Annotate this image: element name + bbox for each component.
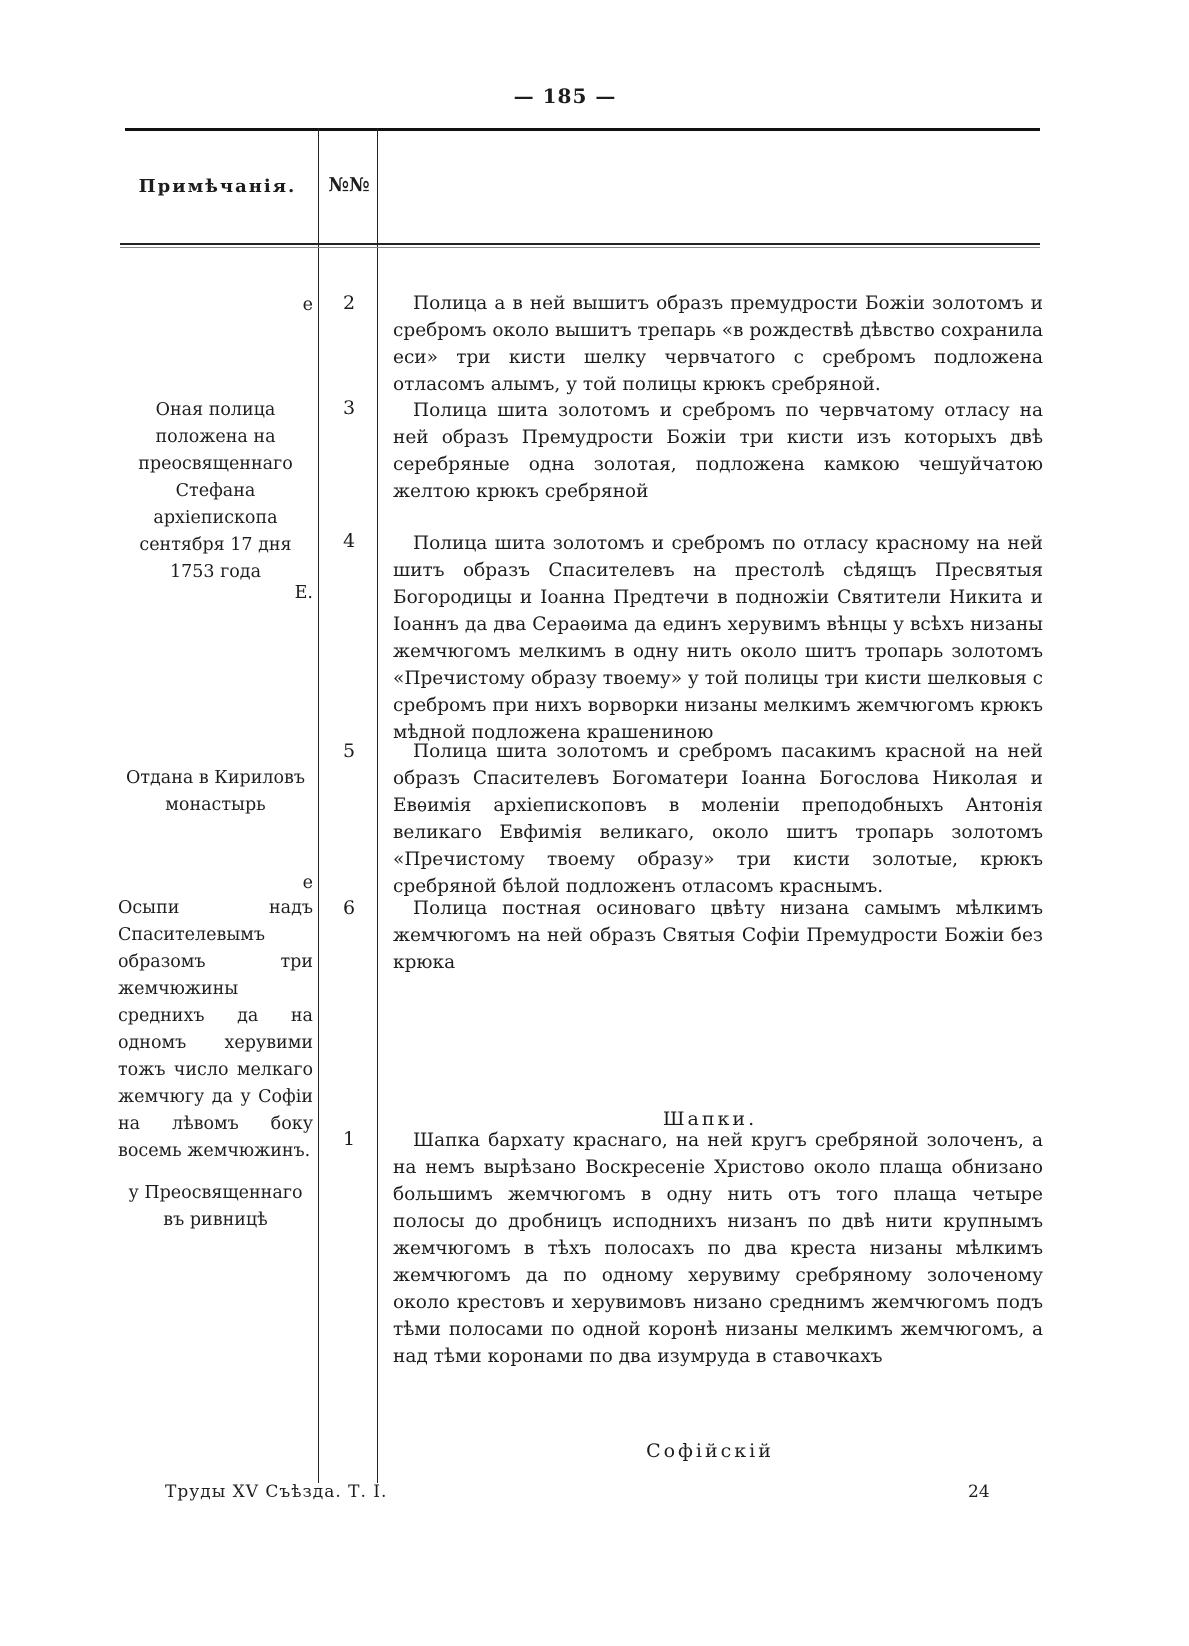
entry-3: Полица шита золотомъ и сребромъ по червчатому отласу на ней образъ Премудрости Божіи три кисти изъ которыхъ двѣ серебряные одна золотая, подложена камкою чешуйчатою желтою крюкъ сребряной: [393, 400, 1043, 502]
entry-2: Полица а в ней вышитъ образъ премудрости Божіи золотомъ и сребромъ около вышитъ трепарь «в рождествѣ дѣвство сохранила еси» три кисти шелку червчатого с сребромъ подложена отласомъ алымъ, у той полицы крюкъ сребряной.: [393, 293, 1043, 395]
column-divider-numbers: [377, 128, 378, 1483]
note-3: Оная полица положена на преосвященнаго Стефана архіепископа сентября 17 дня 1753 года: [138, 400, 293, 582]
row-number-5: 5: [342, 740, 356, 762]
page-number: — 185 —: [513, 84, 617, 108]
section-title: Шапки.: [662, 1108, 758, 1130]
row-number-section-1: 1: [342, 1128, 356, 1150]
top-rule: [125, 128, 1040, 131]
note-5: Отдана в Кириловъ монастырь: [125, 768, 306, 815]
note-6: Осыпи надъ Спасителевымъ образомъ три жемчюжины среднихъ да на одномъ херувими тожъ число мелкаго жемчюгу да у Софіи на лѣвомъ боку восемь жемчюжинъ.: [118, 898, 313, 1161]
column-divider-notes: [318, 128, 319, 1483]
note-5-mark: е: [302, 873, 313, 893]
row-number-3: 3: [342, 397, 356, 419]
row-number-2: 2: [342, 292, 356, 314]
entry-5: Полица шита золотомъ и сребромъ пасакимъ красной на ней образъ Спасителевъ Богоматери Іоанна Богослова Николая и Евѳимія архіепископовъ в моленіи преподобныхъ Антонія великаго Евфимія великаго, около шитъ тропарь золотомъ «Пречистому твоему образу» три кисти золотые, крюкъ сребряной бѣлой подложенъ отласомъ краснымъ.: [393, 741, 1043, 897]
entry-4: Полица шита золотомъ и сребромъ по отласу красному на ней шитъ образъ Спасителевъ на престолѣ сѣдящъ Пресвятыя Богородицы и Іоанна Предтечи в подножіи Святители Никита и Іоаннъ да два Сераѳима да единъ херувимъ вѣнцы у всѣхъ низаны жемчюгомъ мелкимъ в одну нить около шитъ тропарь золотомъ «Пречистому образу твоему» у той полицы три кисти шелковыя с сребромъ при нихъ ворворки низаны мелкимъ жемчюгомъ крюкъ мѣдной подложена крашениною: [393, 533, 1043, 743]
row-number-4: 4: [342, 530, 356, 552]
header-number-label: №№: [328, 174, 370, 196]
note-section-1: у Преосвященнаго въ ривницѣ: [128, 1183, 303, 1230]
header-notes-label: Примѣчанія.: [138, 176, 297, 197]
entry-section-1: Шапка бархату краснаго, на ней кругъ сребряной золоченъ, а на немъ вырѣзано Воскресеніе Христово около плаща обнизано большимъ жемчюгомъ в одну нить отъ того плаща четыре полосы до дробницъ исподнихъ низанъ по двѣ нити крупнымъ жемчюгомъ в тѣхъ полосахъ по два креста низаны мѣлкимъ жемчюгомъ да по одному херувиму сребряному золоченому около крестовъ и херувимовъ низано среднимъ жемчюгомъ подъ тѣми полосами по одной коронѣ низаны мелкимъ жемчюгомъ, а над тѣми коронами по два изумруда в ставочкахъ: [393, 1130, 1043, 1367]
footer-sheet-number: 24: [968, 1482, 990, 1502]
entry-6: Полица постная осиноваго цвѣту низана самымъ мѣлкимъ жемчюгомъ на ней образъ Святыя Софіи Премудрости Божіи без крюка: [393, 898, 1043, 973]
note-4: Е.: [294, 583, 313, 603]
footer-signature: Труды XV Съѣзда. Т. I.: [165, 1482, 388, 1502]
note-2: е: [302, 295, 313, 315]
header-rule: [120, 243, 1040, 248]
catchword: Софійскій: [646, 1440, 774, 1462]
row-number-6: 6: [342, 897, 356, 919]
